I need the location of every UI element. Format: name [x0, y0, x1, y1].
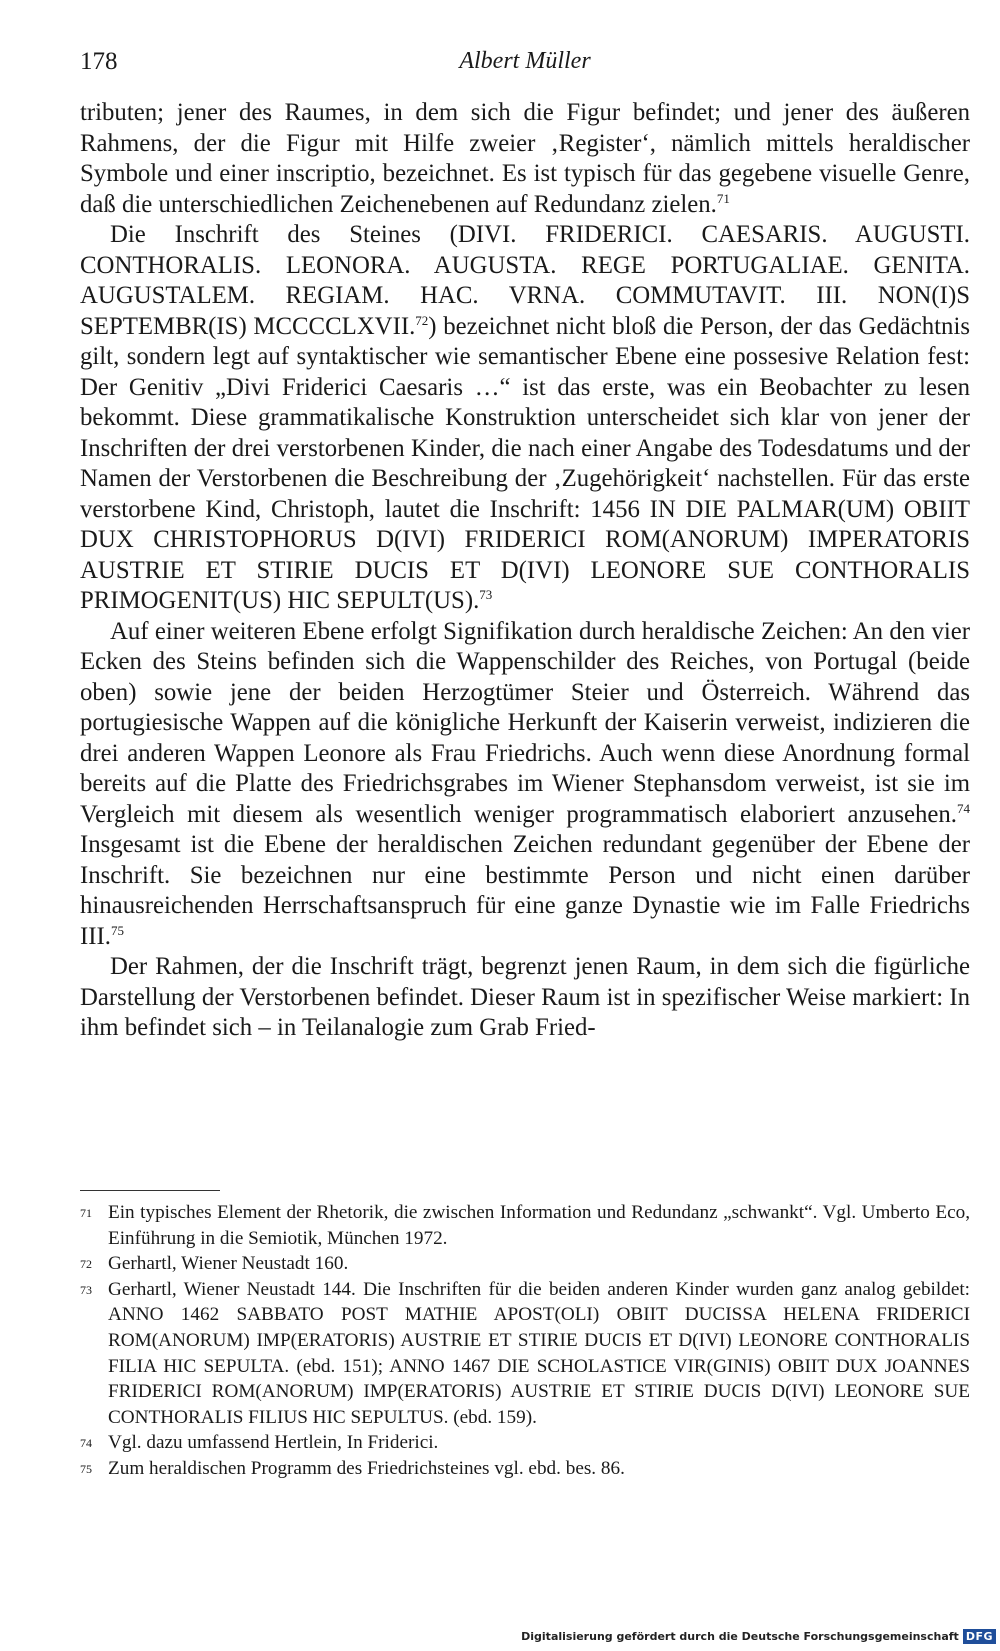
paragraph-2-text-b: ) bezeichnet nicht bloß die Person, der das Gedächtnis gilt, sondern legt auf syntaktischer wie semantischer Ebene eine possesive Relation fest: Der Genitiv „Divi Friderici Caesaris …“ ist das erste, was ein Beobachter zu lesen bekommt. Diese grammatikalische Konstruktion unterscheidet sich klar von jener der Inschriften der drei verstorbenen Kinder, die nach einer Angabe des Todesdatums und der Namen der Verstorbenen die Beschreibung der ‚Zugehörigkeit‘ nachstellen. Für das erste verstorbene Kind, Christoph, lautet die Inschrift: 1456 IN DIE PALMAR(UM) OBIIT DUX CHRISTOPHORUS D(IVI) FRIDERICI ROM(ANORUM) IMPERATORIS AUSTRIE ET STIRIE DUCIS ET D(IVI) LEONORE SUE CONTHORALIS PRIMOGENIT(US) HIC SEPULT(US).	[80, 312, 970, 614]
book-page	[80, 40, 970, 1600]
footnote-72	[80, 1251, 970, 1277]
footnote-number: 75	[80, 1461, 92, 1476]
footnote-text: Ein typisches Element der Rhetorik, die zwischen Information und Redundanz „schwankt“. Vgl. Umberto Eco, Einführung in die Semiotik, München 1972.	[108, 1202, 970, 1249]
paragraph-3-text-a: Auf einer weiteren Ebene erfolgt Signifikation durch heraldische Zeichen: An den vier Ecken des Steins befinden sich die Wappenschilder des Reiches, von Portugal (beide oben) sowie jene der beiden Herzogtümer Steier und Österreich. Während das portugiesische Wappen auf die königliche Herkunft der Kaiserin verweist, indizieren die drei anderen Wappen Leonore als Frau Friedrichs. Auch wenn diese Anordnung formal bereits auf die Platte des Friedrichsgrabes im Wiener Stephansdom verweist, ist sie im Vergleich mit diesem als wesentlich weniger programmatisch elaboriert anzusehen.	[80, 617, 970, 828]
paragraph-4-text: Der Rahmen, der die Inschrift trägt, begrenzt jenen Raum, in dem sich die figürliche Darstellung der Verstorbenen befindet. Dieser Raum ist in spezifischer Weise markiert: In ihm befindet sich – in Teilanalogie zum Grab Fried-	[80, 953, 970, 1041]
footnote-number: 74	[80, 1436, 92, 1451]
footnote-number: 73	[80, 1282, 92, 1297]
footnote-74	[80, 1430, 970, 1456]
footnote-ref-71[interactable]: 71	[716, 190, 730, 206]
footnote-divider	[80, 1190, 220, 1191]
footnotes	[80, 1200, 970, 1482]
paragraph-2	[80, 220, 970, 617]
body-text	[80, 98, 970, 1044]
footnote-text: Zum heraldischen Programm des Friedrichsteines vgl. ebd. bes. 86.	[108, 1457, 625, 1479]
footnote-75	[80, 1456, 970, 1482]
funding-text: Digitalisierung gefördert durch die Deutsche Forschungsgemeinschaft	[521, 1629, 959, 1643]
funding-banner	[521, 1627, 996, 1645]
paragraph-3	[80, 617, 970, 953]
paragraph-3-text-b: Insgesamt ist die Ebene der heraldischen Zeichen redundant gegenüber der Ebene der Inschrift. Sie bezeichnen nur eine bestimmte Person und nicht einen darüber hinausreichenden Herrschaftsanspruch für eine ganze Dynastie wie im Falle Friedrichs III.	[80, 831, 970, 950]
footnote-number: 71	[80, 1206, 92, 1220]
footnote-ref-73[interactable]: 73	[479, 587, 493, 602]
footnote-71	[80, 1200, 970, 1251]
footnote-ref-74[interactable]: 74	[957, 800, 970, 816]
footnote-text: Vgl. dazu umfassend Hertlein, In Friderici.	[108, 1432, 439, 1454]
paragraph-2-text-a: Die Inschrift des Steines (DIVI. FRIDERICI. CAESARIS. AUGUSTI. CONTHORALIS. LEONORA. AUGUSTA. REGE PORTUGALIAE. GENITA. AUGUSTALEM. REGIAM. HAC. VRNA. COMMUTAVIT. III. NON(I)S SEPTEMBR(IS) MCCCCLXVII.	[80, 221, 970, 340]
footnote-text: Gerhartl, Wiener Neustadt 144. Die Inschriften für die beiden anderen Kinder wurden ganz analog gebildet: ANNO 1462 SABBATO POST MATHIE APOST(OLI) OBIIT DUCISSA HELENA FRIDERICI ROM(ANORUM) IMP(ERATORIS) AUSTRIE ET STIRIE DUCIS ET D(IVI) LEONORE CONTHORALIS FILIA HIC SEPULTA. (ebd. 151); ANNO 1467 DIE SCHOLASTICE VIR(GINIS) OBIIT DUX JOANNES FRIDERICI ROM(ANORUM) IMP(ERATORIS) AUSTRIE ET STIRIE DUCIS D(IVI) LEONORE SUE CONTHORALIS FILIUS HIC SEPULTUS. (ebd. 159).	[108, 1278, 970, 1428]
paragraph-4	[80, 952, 970, 1044]
footnote-73	[80, 1277, 970, 1431]
footnote-text: Gerhartl, Wiener Neustadt 160.	[108, 1253, 349, 1275]
page-number: 178	[80, 48, 118, 75]
paragraph-1	[80, 98, 970, 220]
running-title: Albert Müller	[459, 48, 591, 74]
paragraph-1-text: tributen; jener des Raumes, in dem sich die Figur befindet; und jener des äußeren Rahmens, der die Figur mit Hilfe zweier ‚Register‘, nämlich mittels heraldischer Symbole und einer inscriptio, bezeichnet. Es ist typisch für das gegebene visuelle Genre, daß die unterschiedlichen Zeichenebenen auf Redundanz zielen.	[80, 99, 970, 218]
footnote-number: 72	[80, 1257, 92, 1272]
dfg-logo: DFG	[963, 1629, 996, 1644]
footnote-ref-72[interactable]: 72	[415, 312, 429, 328]
footnote-ref-75[interactable]: 75	[110, 922, 124, 938]
running-head	[80, 40, 970, 80]
